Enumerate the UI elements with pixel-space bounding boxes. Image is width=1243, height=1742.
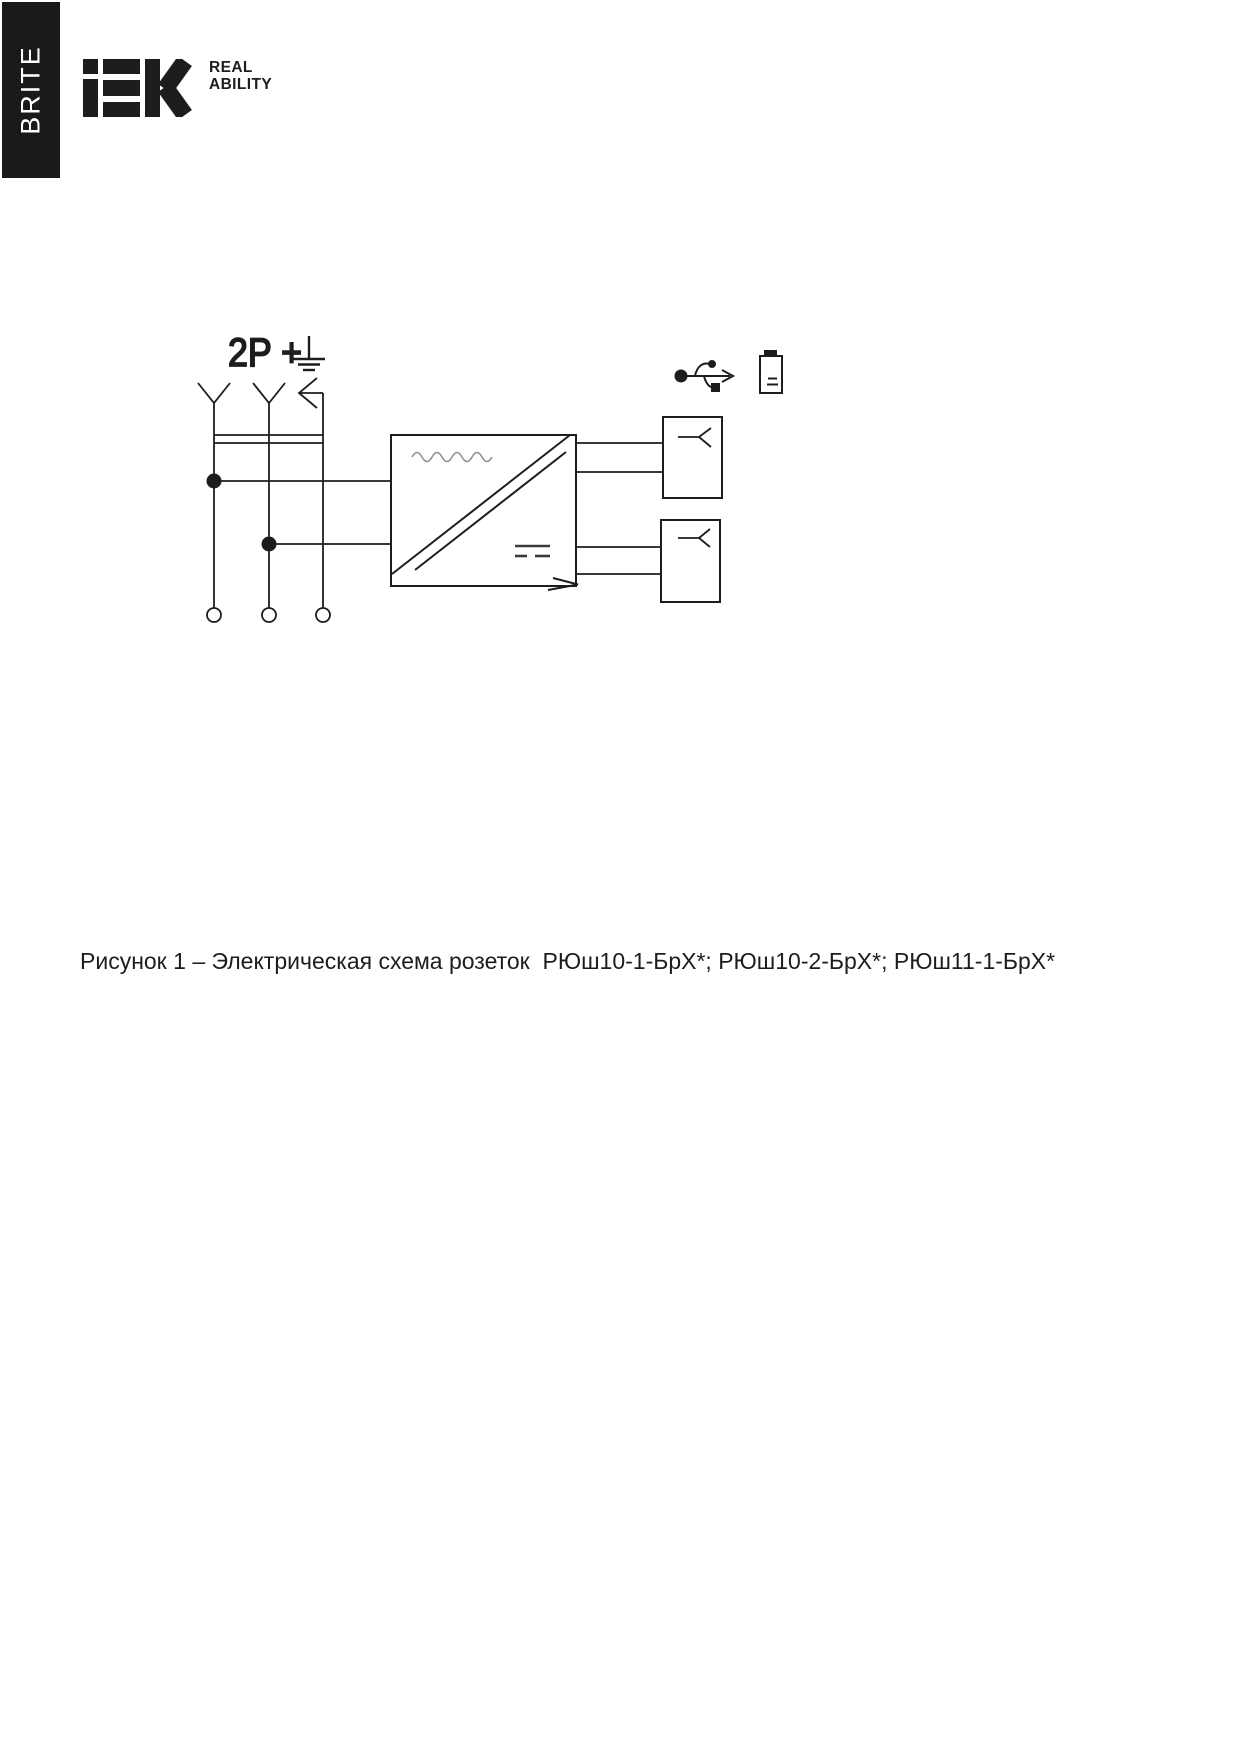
pole-count-label: 2P + [228, 331, 302, 375]
iek-e-bar-bottom [103, 102, 140, 117]
brand-tagline [209, 60, 272, 93]
terminal-circle [262, 608, 276, 622]
output-wiring [576, 443, 663, 574]
battery-icon [760, 350, 782, 393]
series-badge-label: BRITE [15, 45, 46, 135]
iek-k-arm-lower [165, 87, 185, 115]
line-contact [198, 383, 230, 622]
iek-logo-glyphs [83, 59, 185, 117]
iek-i-stem [83, 79, 98, 117]
ac-dc-converter [391, 435, 578, 590]
battery-cap [764, 350, 777, 356]
wiring-diagram [150, 280, 850, 650]
input-wiring [207, 474, 392, 552]
iek-k-arm-upper [165, 61, 185, 89]
figure-caption: Рисунок 1 – Электрическая схема розеток РЮш10-1-БрХ*; РЮш10-2-БрХ*; РЮш11-1-БрХ* [80, 948, 1056, 974]
iek-e-bar-mid [103, 80, 140, 96]
neutral-contact [253, 383, 285, 622]
tagline-line2: ABILITY [209, 75, 273, 93]
usb-socket-upper [663, 417, 722, 498]
iek-logo [83, 59, 193, 117]
earth-contact [299, 378, 330, 622]
terminal-circle [207, 608, 221, 622]
iek-k-stem [145, 59, 160, 117]
socket-contact-fork-icon [253, 383, 285, 403]
usb-socket-lower [661, 520, 720, 602]
terminal-circle [316, 608, 330, 622]
socket-contact-fork-icon [198, 383, 230, 403]
usb-trident-icon [675, 360, 734, 392]
series-badge [2, 2, 60, 178]
iek-e-bar-top [103, 59, 140, 74]
tagline-line1: REAL [209, 59, 253, 76]
iek-i-dot [83, 59, 98, 74]
